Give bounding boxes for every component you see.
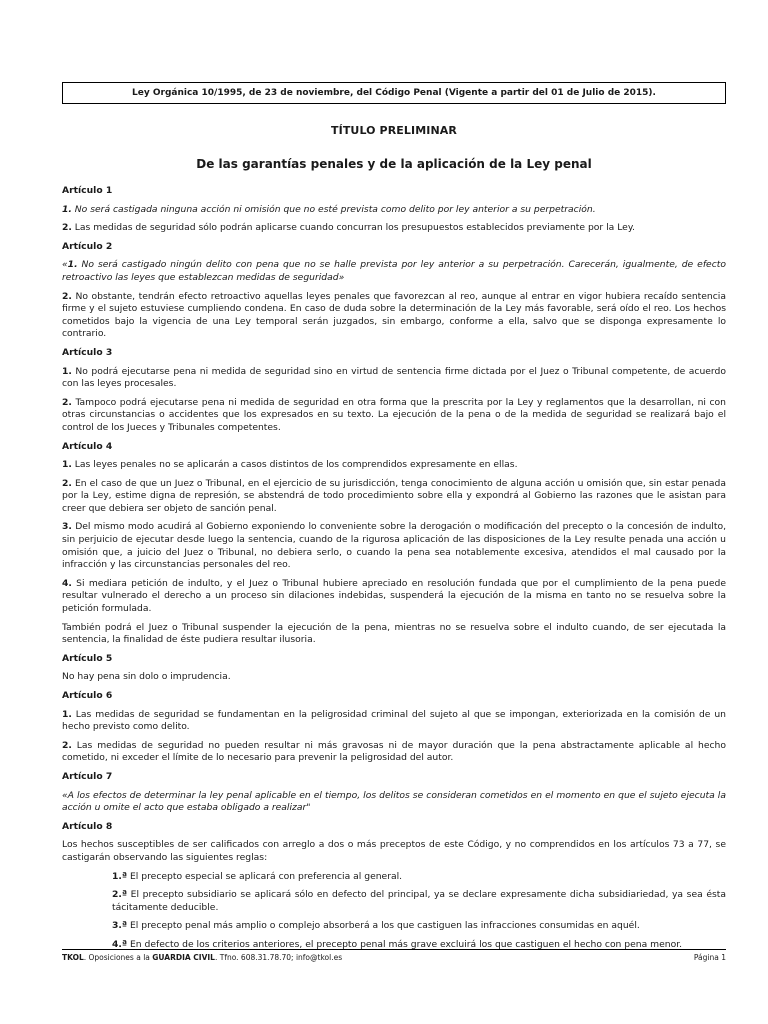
paragraph-text: Las leyes penales no se aplicarán a casos distintos de los comprendidos expresamente en ellas. [71,459,518,471]
paragraph-number: 2. [62,290,72,302]
paragraph-number: 1. [62,203,72,215]
article-4-paragraph-2 [62,478,726,516]
article-5-title: Artículo 5 [62,652,113,664]
paragraph-number: 1. [62,459,72,471]
footer-divider [62,949,726,950]
article-8-rule-2 [112,889,726,914]
article-2-title: Artículo 2 [62,240,113,252]
article-4-paragraph-3 [62,521,726,571]
rule-number: 3.ª [112,920,128,932]
footer-org: TKOL [62,953,84,962]
article-5-paragraph-1: No hay pena sin dolo o imprudencia. [62,671,231,683]
article-8-intro: Los hechos susceptibles de ser calificados con arreglo a dos o más preceptos de este Código, y no comprendidos en los artículos 73 a 77, se castigarán observando las siguientes reglas: [62,839,726,863]
paragraph-text: Del mismo modo acudirá al Gobierno exponiendo lo conveniente sobre la derogación o modificación del precepto o la concesión de indulto, sin perjuicio de ejecutar desde luego la sentencia, cuando de la rigurosa aplicación de las disposiciones de la Ley resulte penada una acción u omisión que, a juicio del Juez o Tribunal, no debiera serlo, o cuando la pena sea notablemente excesiva, atendidos el mal causado por la infracción y las circunstancias personales del reo. [62,521,726,571]
page-footer [62,953,726,962]
rule-number: 2.ª [112,889,128,901]
rule-number: 4.ª [112,938,128,950]
paragraph-text: Las medidas de seguridad no pueden resultar ni más gravosas ni de mayor duración que la pena abstractamente aplicable al hecho cometido, ni exceder el límite de lo necesario para prevenir la peligrosidad del autor. [62,739,726,764]
paragraph-text: No será castigada ninguna acción ni omisión que no esté prevista como delito por ley anterior a su perpetración. [71,203,596,215]
paragraph-number: 2. [62,739,72,751]
paragraph-number: 1. [62,365,72,377]
article-8-title: Artículo 8 [62,820,113,832]
article-6-paragraph-1 [62,709,726,734]
article-2-paragraph-2 [62,291,726,341]
footer-contact [62,953,342,962]
article-8-rule-1 [112,871,726,884]
article-4-paragraph-4 [62,578,726,616]
title-preliminar: TÍTULO PRELIMINAR [331,124,457,137]
article-3-paragraph-2 [62,397,726,435]
article-4-paragraph-1 [62,459,726,472]
article-3-paragraph-1 [62,366,726,391]
article-4-title: Artículo 4 [62,440,113,452]
article-1-paragraph-2 [62,222,726,235]
rule-text: El precepto subsidiario se aplicará sólo en defecto del principal, ya se declare expresamente dicha subsidiariedad, ya sea ésta tácitamente deducible. [112,889,726,913]
paragraph-number: 1. [67,259,78,271]
subtitle: De las garantías penales y de la aplicación de la Ley penal [196,157,592,171]
paragraph-text: No podrá ejecutarse pena ni medida de seguridad sino en virtud de sentencia firme dictada por el Juez o Tribunal competente, de acuerdo con las leyes procesales. [62,365,726,390]
article-3-title: Artículo 3 [62,346,113,358]
article-6-title: Artículo 6 [62,690,113,701]
paragraph-number: 2. [62,222,72,234]
paragraph-text: No será castigado ningún delito con pena que no se halle prevista por ley anterior a su perpetración. Carecerán, igualmente, de efecto retroactivo las leyes que establezcan medidas de seguridad» [62,259,726,283]
footer-corps: GUARDIA CIVIL [152,953,215,962]
rule-text: En defecto de los criterios anteriores, el precepto penal más grave excluirá los que castiguen el hecho con pena menor. [127,938,683,950]
paragraph-text: Tampoco podrá ejecutarse pena ni medida de seguridad en otra forma que la prescrita por la Ley y reglamentos que la desarrollan, ni con otras circunstancias o accidentes que los expresados en su texto. La ejecución de la pena o de la medida de seguridad se realizará bajo el control de los Jueces y Tribunales competentes. [62,396,726,433]
rule-number: 1.ª [112,870,128,882]
rule-text: El precepto penal más amplio o complejo absorberá a los que castiguen las infracciones consumidas en aquél. [127,920,640,932]
article-7-title: Artículo 7 [62,770,113,782]
paragraph-number: 3. [62,521,72,533]
paragraph-number: 2. [62,477,72,489]
page-number: Página 1 [693,953,726,962]
rule-text: El precepto especial se aplicará con preferencia al general. [127,870,403,882]
paragraph-text: En el caso de que un Juez o Tribunal, en el ejercicio de su jurisdicción, tenga conocimiento de alguna acción u omisión que, sin estar penada por la Ley, estime digna de represión, se abstendrá de todo procedimiento sobre ella y expondrá al Gobierno las razones que le asistan para creer que debiera ser objeto de sanción penal. [62,477,726,514]
article-4-paragraph-5: También podrá el Juez o Tribunal suspender la ejecución de la pena, mientras no se resuelva sobre el indulto cuando, de ser ejecutada la sentencia, la finalidad de éste pudiera resultar ilusoria. [62,621,726,646]
document-header: Ley Orgánica 10/1995, de 23 de noviembre, del Código Penal (Vigente a partir del 01 de Julio de 2015). [62,82,726,104]
articles-content [62,185,726,952]
paragraph-number: 1. [62,708,72,720]
paragraph-text: Si mediara petición de indulto, y el Juez o Tribunal hubiere apreciado en resolución fundada que por el cumplimiento de la pena puede resultar vulnerado el derecho a un proceso sin dilaciones indebidas, suspenderá la ejecución de la misma en tanto no se resuelva sobre la petición formulada. [62,577,726,615]
article-1-paragraph-1 [62,204,726,217]
article-2-paragraph-1 [62,259,726,284]
article-8-rule-3 [112,920,726,933]
article-6-paragraph-2 [62,740,726,765]
footer-text-1: . Oposiciones a la [83,953,153,962]
article-7-paragraph-1: «A los efectos de determinar la ley penal aplicable en el tiempo, los delitos se consideran cometidos en el momento en que el sujeto ejecuta la acción u omite el acto que estaba obligado a realizar" [62,789,726,814]
paragraph-number: 4. [62,577,72,589]
document-page [62,82,726,958]
paragraph-text: No obstante, tendrán efecto retroactivo aquellas leyes penales que favorezcan al reo, aunque al entrar en vigor hubiera recaído sentencia firme y el sujeto estuviese cumpliendo condena. En caso de duda sobre la determinación de la Ley más favorable, será oído el reo. Los hechos cometidos bajo la vigencia de una Ley temporal serán juzgados, sin embargo, conforme a ella, salvo que se disponga expresamente lo contrario. [62,290,726,340]
paragraph-number: 2. [62,396,72,408]
footer-text-2: . Tfno. 608.31.78.70; info@tkol.es [214,953,343,962]
article-1-title: Artículo 1 [62,185,113,196]
quote-mark: « [62,259,68,271]
paragraph-text: Las medidas de seguridad se fundamentan en la peligrosidad criminal del sujeto al que se impongan, exteriorizada en la comisión de un hecho previsto como delito. [62,708,726,733]
paragraph-text: Las medidas de seguridad sólo podrán aplicarse cuando concurran los presupuestos establecidos previamente por la Ley. [71,222,635,234]
